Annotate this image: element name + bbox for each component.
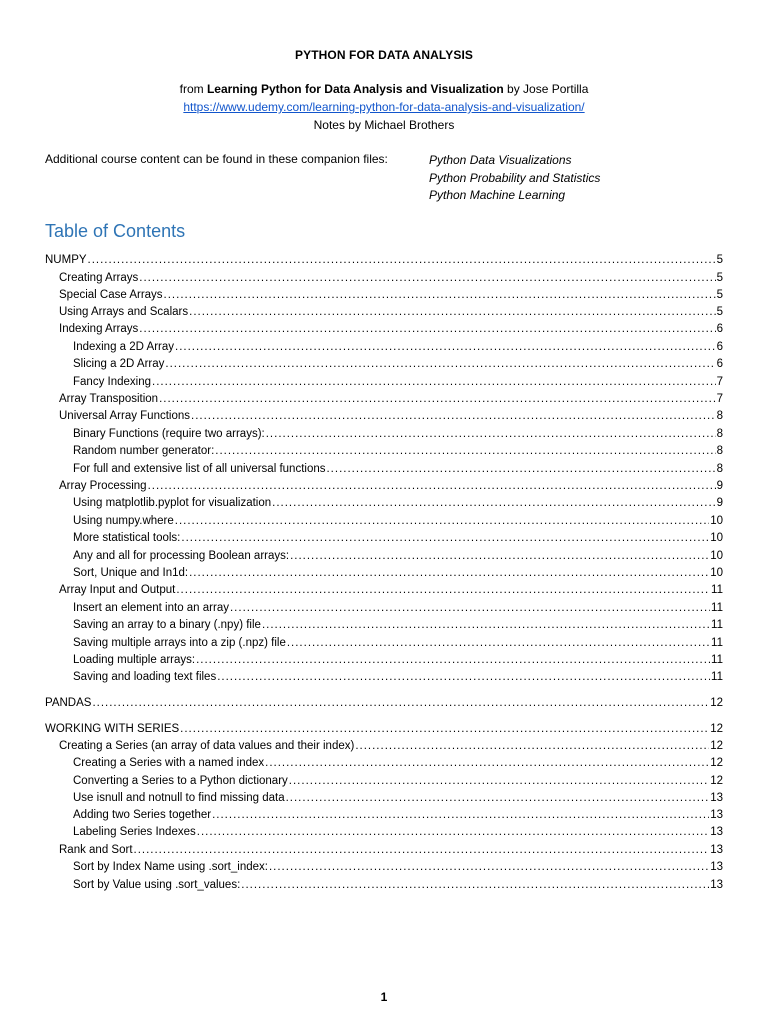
author-by: by Jose Portilla xyxy=(503,82,589,96)
toc-leader-dots xyxy=(191,408,716,425)
toc-entry-page: 10 xyxy=(710,550,723,562)
toc-leader-dots xyxy=(212,807,709,824)
toc-leader-dots xyxy=(286,790,710,807)
toc-entry-label: Indexing Arrays xyxy=(59,323,139,335)
toc-entry[interactable] xyxy=(73,859,723,876)
toc-entry-page: 10 xyxy=(710,567,723,579)
toc-leader-dots xyxy=(164,287,716,304)
toc-entry[interactable] xyxy=(45,721,723,738)
toc-leader-dots xyxy=(290,548,709,565)
companion-file: Python Probability and Statistics xyxy=(429,170,601,185)
toc-entry-label: Fancy Indexing xyxy=(73,376,151,388)
toc-entry-page: 10 xyxy=(710,515,723,527)
toc-entry-label: Creating a Series (an array of data values and their index) xyxy=(59,740,355,752)
toc-entry[interactable] xyxy=(59,842,723,859)
toc-entry-page: 9 xyxy=(716,480,723,492)
toc-entry-page: 5 xyxy=(716,289,723,301)
toc-entry[interactable] xyxy=(73,600,723,617)
toc-leader-dots xyxy=(180,721,709,738)
toc-leader-dots xyxy=(189,565,709,582)
toc-entry-label: Sort by Value using .sort_values: xyxy=(73,879,241,891)
toc-entry[interactable] xyxy=(73,877,723,894)
toc-entry-label: PANDAS xyxy=(45,697,92,709)
companion-label: Additional course content can be found in these companion files: xyxy=(45,152,388,166)
toc-entry-label: Loading multiple arrays: xyxy=(73,654,196,666)
source-prefix: from xyxy=(179,82,207,96)
toc-entry-page: 12 xyxy=(710,740,723,752)
toc-leader-dots xyxy=(148,478,716,495)
toc-leader-dots xyxy=(217,669,710,686)
toc-leader-dots xyxy=(175,513,709,530)
toc-entry-page: 5 xyxy=(716,272,723,284)
toc-heading: Table of Contents xyxy=(45,221,186,241)
page-number: 1 xyxy=(380,990,388,1004)
toc-entry-page: 12 xyxy=(710,775,723,787)
toc-entry-label: Insert an element into an array xyxy=(73,602,229,614)
toc-leader-dots xyxy=(326,461,715,478)
toc-leader-dots xyxy=(241,877,709,894)
toc-entry[interactable] xyxy=(73,426,723,443)
toc-entry[interactable] xyxy=(73,652,723,669)
toc-entry-page: 12 xyxy=(710,757,723,769)
toc-entry-label: Labeling Series Indexes xyxy=(73,826,196,838)
toc-entry-label: NUMPY xyxy=(45,254,87,266)
toc-entry-label: Special Case Arrays xyxy=(59,289,163,301)
toc-leader-dots xyxy=(92,695,709,712)
toc-entry[interactable] xyxy=(73,339,723,356)
toc-entry-label: Indexing a 2D Array xyxy=(73,341,175,353)
toc-entry-page: 7 xyxy=(716,393,723,405)
toc-entry-label: Adding two Series together xyxy=(73,809,212,821)
toc-entry[interactable] xyxy=(73,443,723,460)
toc-entry-page: 12 xyxy=(710,723,723,735)
toc-entry-label: Saving and loading text files xyxy=(73,671,217,683)
toc-entry-label: For full and extensive list of all universal functions xyxy=(73,463,326,475)
toc-leader-dots xyxy=(189,304,715,321)
toc-entry[interactable] xyxy=(73,790,723,807)
toc-entry[interactable] xyxy=(73,565,723,582)
toc-entry-page: 8 xyxy=(716,463,723,475)
toc-entry[interactable] xyxy=(73,356,723,373)
toc-leader-dots xyxy=(139,270,715,287)
toc-leader-dots xyxy=(230,600,710,617)
toc-entry[interactable] xyxy=(45,252,723,269)
toc-entry-label: Creating Arrays xyxy=(59,272,139,284)
toc-entry-label: More statistical tools: xyxy=(73,532,181,544)
toc-entry-label: Array Processing xyxy=(59,480,147,492)
toc-entry-page: 10 xyxy=(710,532,723,544)
toc-entry-page: 11 xyxy=(711,671,723,683)
toc-entry[interactable] xyxy=(45,695,723,712)
toc-entry[interactable] xyxy=(59,738,723,755)
toc-leader-dots xyxy=(269,859,709,876)
toc-leader-dots xyxy=(88,252,716,269)
toc-entry-label: Using matplotlib.pyplot for visualization xyxy=(73,497,272,509)
toc-entry[interactable] xyxy=(73,495,723,512)
toc-entry-page: 5 xyxy=(716,306,723,318)
toc-leader-dots xyxy=(152,374,716,391)
toc-entry-label: Sort by Index Name using .sort_index: xyxy=(73,861,268,873)
toc-entry-label: Sort, Unique and In1d: xyxy=(73,567,189,579)
toc-entry-page: 13 xyxy=(710,879,723,891)
toc-entry-label: Array Transposition xyxy=(59,393,159,405)
toc-leader-dots xyxy=(176,582,710,599)
toc-entry-page: 8 xyxy=(716,428,723,440)
toc-entry-label: Random number generator: xyxy=(73,445,215,457)
toc-entry[interactable] xyxy=(73,513,723,530)
toc-entry-page: 5 xyxy=(716,254,723,266)
toc-entry[interactable] xyxy=(73,669,723,686)
toc-entry-page: 11 xyxy=(711,584,723,596)
toc-entry[interactable] xyxy=(59,304,723,321)
toc-leader-dots xyxy=(215,443,715,460)
toc-entry[interactable] xyxy=(59,478,723,495)
toc-entry[interactable] xyxy=(59,391,723,408)
toc-leader-dots xyxy=(266,426,716,443)
toc-entry[interactable] xyxy=(73,807,723,824)
companion-files-list xyxy=(429,152,600,205)
toc-entry-page: 7 xyxy=(716,376,723,388)
toc-leader-dots xyxy=(139,321,715,338)
toc-entry[interactable] xyxy=(73,374,723,391)
toc-entry-label: Array Input and Output xyxy=(59,584,176,596)
toc-entry[interactable] xyxy=(73,461,723,478)
course-name: Learning Python for Data Analysis and Visualization xyxy=(206,82,504,96)
toc-leader-dots xyxy=(181,530,709,547)
toc-entry[interactable] xyxy=(73,617,723,634)
toc-entry-label: Slicing a 2D Array xyxy=(73,358,165,370)
toc-entry-page: 13 xyxy=(710,809,723,821)
toc-entry[interactable] xyxy=(59,321,723,338)
toc-entry-page: 13 xyxy=(710,792,723,804)
toc-leader-dots xyxy=(175,339,716,356)
toc-leader-dots xyxy=(289,773,709,790)
source-line xyxy=(0,82,768,96)
document-title: PYTHON FOR DATA ANALYSIS xyxy=(295,48,473,62)
toc-entry-page: 11 xyxy=(711,619,723,631)
toc-entry-page: 13 xyxy=(710,826,723,838)
companion-file: Python Machine Learning xyxy=(429,188,566,202)
toc-entry-page: 11 xyxy=(711,654,723,666)
companion-file: Python Data Visualizations xyxy=(429,153,572,167)
toc-entry-label: Use isnull and notnull to find missing data xyxy=(73,792,285,804)
toc-leader-dots xyxy=(287,635,710,652)
toc-leader-dots xyxy=(265,755,709,772)
toc-leader-dots xyxy=(262,617,710,634)
toc-entry[interactable] xyxy=(73,635,723,652)
toc-entry-page: 6 xyxy=(716,341,723,353)
toc-entry[interactable] xyxy=(73,548,723,565)
toc-leader-dots xyxy=(165,356,715,373)
toc-entry-label: WORKING WITH SERIES xyxy=(45,723,180,735)
toc-entry-page: 11 xyxy=(711,602,723,614)
toc-entry-page: 11 xyxy=(711,637,723,649)
toc-entry-page: 8 xyxy=(716,445,723,457)
toc-leader-dots xyxy=(197,824,709,841)
toc-entry[interactable] xyxy=(73,824,723,841)
toc-entry-label: Using Arrays and Scalars xyxy=(59,306,189,318)
toc-entry-label: Creating a Series with a named index xyxy=(73,757,265,769)
toc-entry-label: Using numpy.where xyxy=(73,515,174,527)
toc-entry[interactable] xyxy=(73,530,723,547)
toc-leader-dots xyxy=(159,391,716,408)
toc-entry-label: Saving multiple arrays into a zip (.npz) file xyxy=(73,637,286,649)
toc-entry-label: Binary Functions (require two arrays): xyxy=(73,428,265,440)
toc-leader-dots xyxy=(272,495,715,512)
notes-by: Notes by Michael Brothers xyxy=(313,118,455,132)
toc-leader-dots xyxy=(355,738,709,755)
toc-entry[interactable] xyxy=(73,773,723,790)
toc-entry-page: 6 xyxy=(716,323,723,335)
toc-entry[interactable] xyxy=(59,408,723,425)
toc-entry[interactable] xyxy=(59,287,723,304)
toc-entry-page: 6 xyxy=(716,358,723,370)
toc-entry[interactable] xyxy=(73,755,723,772)
toc-entry[interactable] xyxy=(59,582,723,599)
toc-entry-label: Universal Array Functions xyxy=(59,410,191,422)
course-url-link[interactable]: https://www.udemy.com/learning-python-for-data-analysis-and-visualization/ xyxy=(183,100,585,114)
toc-entry-label: Rank and Sort xyxy=(59,844,133,856)
toc-entry-page: 13 xyxy=(710,844,723,856)
toc-entry[interactable] xyxy=(59,270,723,287)
url-line xyxy=(0,100,768,114)
toc-entry-page: 12 xyxy=(710,697,723,709)
toc-entry-page: 9 xyxy=(716,497,723,509)
toc-entry-page: 8 xyxy=(716,410,723,422)
toc-entry-label: Any and all for processing Boolean arrays: xyxy=(73,550,290,562)
toc-leader-dots xyxy=(196,652,710,669)
toc-entry-label: Converting a Series to a Python dictionary xyxy=(73,775,288,787)
toc-entry-page: 13 xyxy=(710,861,723,873)
toc-leader-dots xyxy=(134,842,710,859)
toc-entry-label: Saving an array to a binary (.npy) file xyxy=(73,619,261,631)
